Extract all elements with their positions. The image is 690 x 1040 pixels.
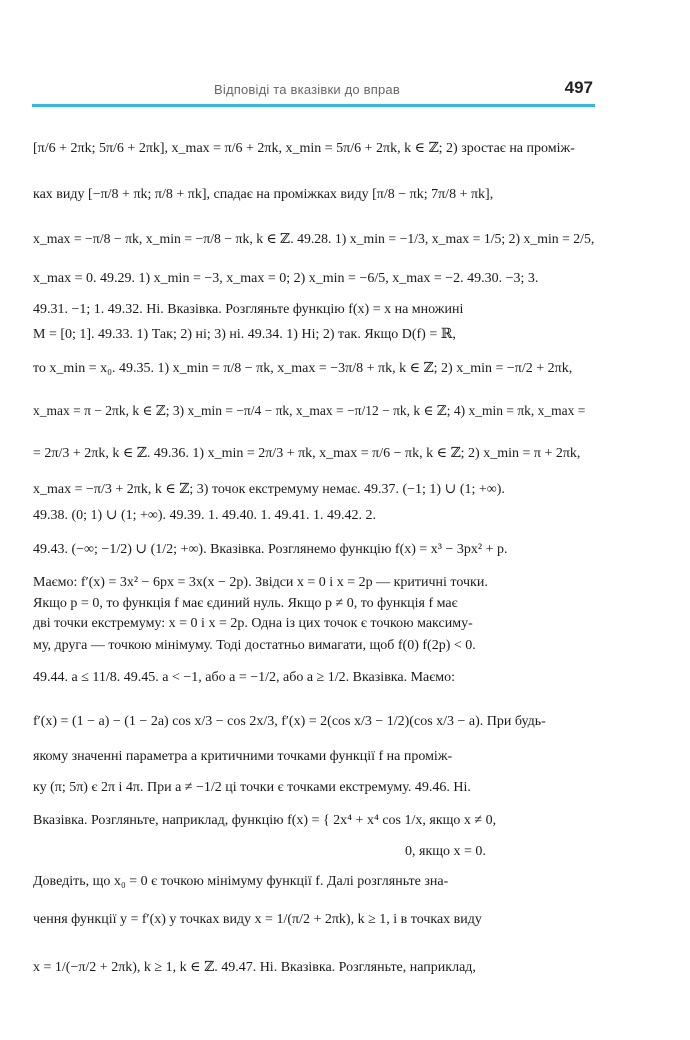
text-line-content: Якщо p = 0, то функція f має єдиний нуль. Якщо p ≠ 0, то функція f має [33, 596, 458, 611]
text-line [33, 172, 595, 218]
text-line [33, 504, 595, 528]
text-line-content: 0, якщо x = 0. [405, 844, 486, 859]
text-line [33, 348, 595, 390]
text-line [33, 870, 595, 894]
text-line-content: му, друга — точкою мінімуму. Тоді достатньо вимагати, щоб f(0) f(2p) < 0. [33, 638, 476, 653]
text-line-content: [π/6 + 2πk; 5π/6 + 2πk], x_max = π/6 + 2πk, x_min = 5π/6 + 2πk, k ∈ ℤ; 2) зростає на проміж- [33, 141, 575, 156]
text-line [405, 834, 595, 870]
text-line-content: ку (π; 5π) є 2π і 4π. При a ≠ −1/2 ці точки є точками екстремуму. 49.46. Ні. [33, 780, 471, 795]
text-line [33, 634, 595, 658]
text-line-content: Вказівка. Розгляньте, наприклад, функцію f(x) = { 2x⁴ + x⁴ cos 1/x, якщо x ≠ 0, [33, 813, 497, 828]
text-line-content: Доведіть, що x₀ = 0 є точкою мінімуму функції f. Далі розгляньте зна- [33, 874, 449, 889]
text-line-content: якому значенні параметра a критичними точками функції f на проміж- [33, 749, 453, 764]
text-line [33, 768, 595, 808]
text-line [33, 698, 595, 746]
text-line [33, 614, 595, 634]
text-line-content: x_max = −π/8 − πk, x_min = −π/8 − πk, k ∈ ℤ. 49.28. 1) x_min = −1/3, x_max = 1/5; 2) x_min = 2/5, [33, 231, 595, 246]
text-line-content: Маємо: f′(x) = 3x² − 6px = 3x(x − 2p). Звідси x = 0 і x = 2p — критичні точки. [33, 575, 488, 590]
text-line [33, 594, 595, 614]
text-line [33, 260, 595, 298]
text-line-content: 49.31. −1; 1. 49.32. Ні. Вказівка. Розгляньте функцію f(x) = x на множині [33, 302, 464, 317]
text-line-content: 49.43. (−∞; −1/2) ∪ (1/2; +∞). Вказівка. Розглянемо функцію f(x) = x³ − 3px² + p. [33, 542, 508, 557]
text-line-content: x = 1/(−π/2 + 2πk), k ≥ 1, k ∈ ℤ. 49.47. Ні. Вказівка. Розгляньте, наприклад, [33, 960, 476, 975]
text-line-content: то x_min = x₀. 49.35. 1) x_min = π/8 − πk, x_max = −3π/8 + πk, k ∈ ℤ; 2) x_min = −π/2 + 2πk, [33, 361, 573, 376]
running-header [32, 78, 595, 104]
text-line-content: f′(x) = (1 − a) − (1 − 2a) cos x/3 − cos 2x/3, f′(x) = 2(cos x/3 − 1/2)(cos x/3 − a). При будь- [33, 714, 546, 729]
text-line-content: 49.38. (0; 1) ∪ (1; +∞). 49.39. 1. 49.40. 1. 49.41. 1. 49.42. 2. [33, 508, 377, 523]
text-line [33, 298, 595, 322]
text-line [33, 894, 595, 946]
page-number: 497 [564, 78, 593, 97]
text-line [33, 528, 595, 572]
text-line-content: x_max = π − 2πk, k ∈ ℤ; 3) x_min = −π/4 − πk, x_max = −π/12 − πk, k ∈ ℤ; 4) x_min = πk, x_max = [33, 403, 586, 418]
text-line [33, 746, 595, 768]
header-rule [32, 104, 595, 107]
text-line [33, 322, 595, 348]
text-line [33, 218, 595, 260]
text-line-content: 49.44. a ≤ 11/8. 49.45. a < −1, або a = −1/2, або a ≥ 1/2. Вказівка. Маємо: [33, 670, 456, 685]
text-line [33, 390, 595, 432]
text-line-content: x_max = −π/3 + 2πk, k ∈ ℤ; 3) точок екстремуму немає. 49.37. (−1; 1) ∪ (1; +∞). [33, 482, 505, 497]
text-line [33, 658, 595, 698]
text-line [33, 432, 595, 476]
text-line-content: M = [0; 1]. 49.33. 1) Так; 2) ні; 3) ні. 49.34. 1) Ні; 2) так. Якщо D(f) = ℝ, [33, 327, 456, 342]
header-title: Відповіді та вказівки до вправ [214, 82, 400, 97]
text-line-content: чення функції y = f′(x) у точках виду x = 1/(π/2 + 2πk), k ≥ 1, і в точках виду [33, 912, 482, 927]
text-line [33, 476, 595, 504]
text-line-content: x_max = 0. 49.29. 1) x_min = −3, x_max = 0; 2) x_min = −6/5, x_max = −2. 49.30. −3; 3. [33, 271, 539, 286]
text-line-content: ках виду [−π/8 + πk; π/8 + πk], спадає на проміжках виду [π/8 − πk; 7π/8 + πk], [33, 187, 494, 202]
text-line-content: = 2π/3 + 2πk, k ∈ ℤ. 49.36. 1) x_min = 2π/3 + πk, x_max = π/6 − πk, k ∈ ℤ; 2) x_min = π + 2πk, [33, 446, 581, 461]
text-line [33, 946, 595, 990]
text-line-content: дві точки екстремуму: x = 0 і x = 2p. Одна із цих точок є точкою максиму- [33, 616, 473, 631]
text-line [33, 126, 595, 172]
text-line [33, 572, 595, 594]
text-line [33, 808, 595, 834]
